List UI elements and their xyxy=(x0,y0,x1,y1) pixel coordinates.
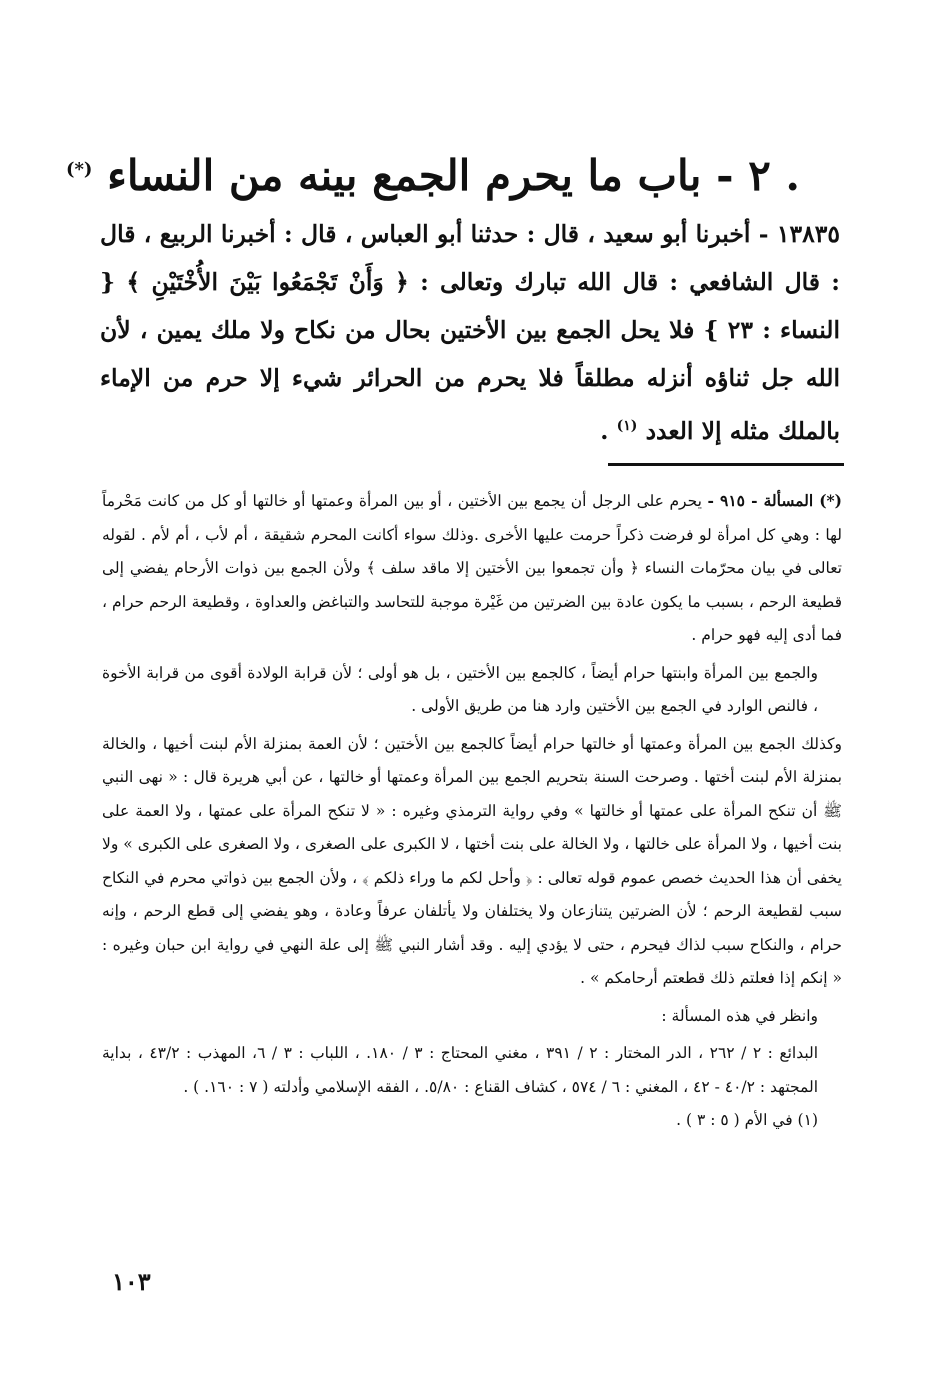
page-number: ١٠٣ xyxy=(112,1267,151,1296)
footnote-paragraph xyxy=(102,484,842,653)
footnotes xyxy=(102,484,842,1138)
main-paragraph xyxy=(100,210,840,455)
footnote-1: (١) في الأم ( ٥ : ٣ ) . xyxy=(676,1111,818,1129)
footnote-text: يحرم على الرجل أن يجمع بين الأختين ، أو بين المرأة وعمتها أو خالتها أو كل من كانت مَحْرماً لها : وهي كل امرأة لو فرضت ذكراً حرمت عليها الأخرى .وذلك سواء أكانت المحرم شقيقة ، أم لأب ، أم لأم . لقوله تعالى في بيان محرّمات النساء ﴿ وأن تجمعوا بين الأختين إلا ماقد سلف ﴾ ولأن الجمع بين ذوات الأرحام يفضي إلى قطيعة الرحم ، بسبب ما يكون عادة بين الضرتين من غَيْرة موجبة للتحاسد والتباغض والعداوة ، وقطيعة الرحم حرام ، فما أدى إليه فهو حرام . xyxy=(102,492,842,644)
footnote-separator xyxy=(608,463,844,466)
hadith-number: ١٣٨٣٥ xyxy=(776,220,840,248)
chapter-title-text: . ٢ - باب ما يحرم الجمع بينه من النساء xyxy=(107,151,800,200)
main-text xyxy=(100,210,840,455)
references: البدائع : ٢ / ٢٦٢ ، الدر المختار : ٢ / ٣٩١ ، مغني المحتاج : ٣ / ١٨٠. ، اللباب : ٣ / ٦، المهذب : ٤٣/٢ ، بداية المجتهد : ٤٠/٢ - ٤٢ ، المغني : ٦ / ٥٧٤ ، كشاف القناع : ٥/٨٠. ، الفقه الإسلامي وأدلته ( ٧ : ١٦٠. ) . xyxy=(102,1044,819,1096)
issue-label: (*) المسألة - ٩١٥ - xyxy=(707,491,842,510)
chapter-title xyxy=(66,142,800,204)
footnote-paragraph: والجمع بين المرأة وابنتها حرام أيضاً ، كالجمع بين الأختين ، بل هو أولى ؛ لأن قرابة الولادة أقوى من قرابة الأخوة ، فالنص الوارد في الجمع بين الأختين وارد هنا من طريق الأولى . xyxy=(102,663,818,715)
footnote-ref: (١) xyxy=(616,418,638,434)
main-end: . xyxy=(600,416,617,445)
footnote-paragraph: وكذلك الجمع بين المرأة وعمتها أو خالتها حرام أيضاً كالجمع بين الأختين ؛ لأن العمة بمنزلة الأم لبنت أخيها ، والخالة بمنزلة الأم لبنت أختها . وصرحت السنة بتحريم الجمع بين المرأة وعمتها أو خالتها ، عن أبي هريرة قال : « نهى النبي ﷺ أن تنكح المرأة على عمتها أو خالتها » وفي رواية الترمذي وغيره : « لا تنكح المرأة على عمتها ، ولا العمة على بنت أخيها ، ولا المرأة على خالتها ، ولا الخالة على بنت أختها ، لا الكبرى على الصغرى ، ولا الصغرى على الكبرى » ولا يخفى أن هذا الحديث خصص عموم قوله تعالى : ﴿ وأحل لكم ما وراء ذلكم ﴾ ، ولأن الجمع بين ذواتي محرم في النكاح سبب لقطيعة الرحم ؛ لأن الضرتين يتنازعان ولا يختلفان ولا يأتلفان عرفاً وعادة ، وهو يفضي إلى قطع الرحم ، وإنه حرام ، والنكاح سبب لذاك فيحرم ، حتى لا يؤدي إليه . وقد أشار النبي ﷺ إلى علة النهي في رواية ابن حبان وغيره : « إنكم إذا فعلتم ذلك قطعتم أرحامكم » . xyxy=(102,734,842,987)
footnote-paragraph: وانظر في هذه المسألة : xyxy=(661,1006,818,1025)
main-body: - أخبرنا أبو سعيد ، قال : حدثنا أبو العباس ، قال : أخبرنا الربيع ، قال : قال الشافعي : قال الله تبارك وتعالى : ﴿ وَأَنْ تَجْمَعُوا بَيْنَ الأُخْتَيْنِ ﴾ { النساء : ٢٣ } فلا يحل الجمع بين الأختين بحال من نكاح ولا ملك يمين ، لأن الله جل ثناؤه أنزله مطلقاً فلا يحرم من الحرائر شيء إلا حرم من الإماء بالملك مثله إلا العدد xyxy=(100,220,840,445)
chapter-footnote-marker: (*) xyxy=(66,159,93,180)
